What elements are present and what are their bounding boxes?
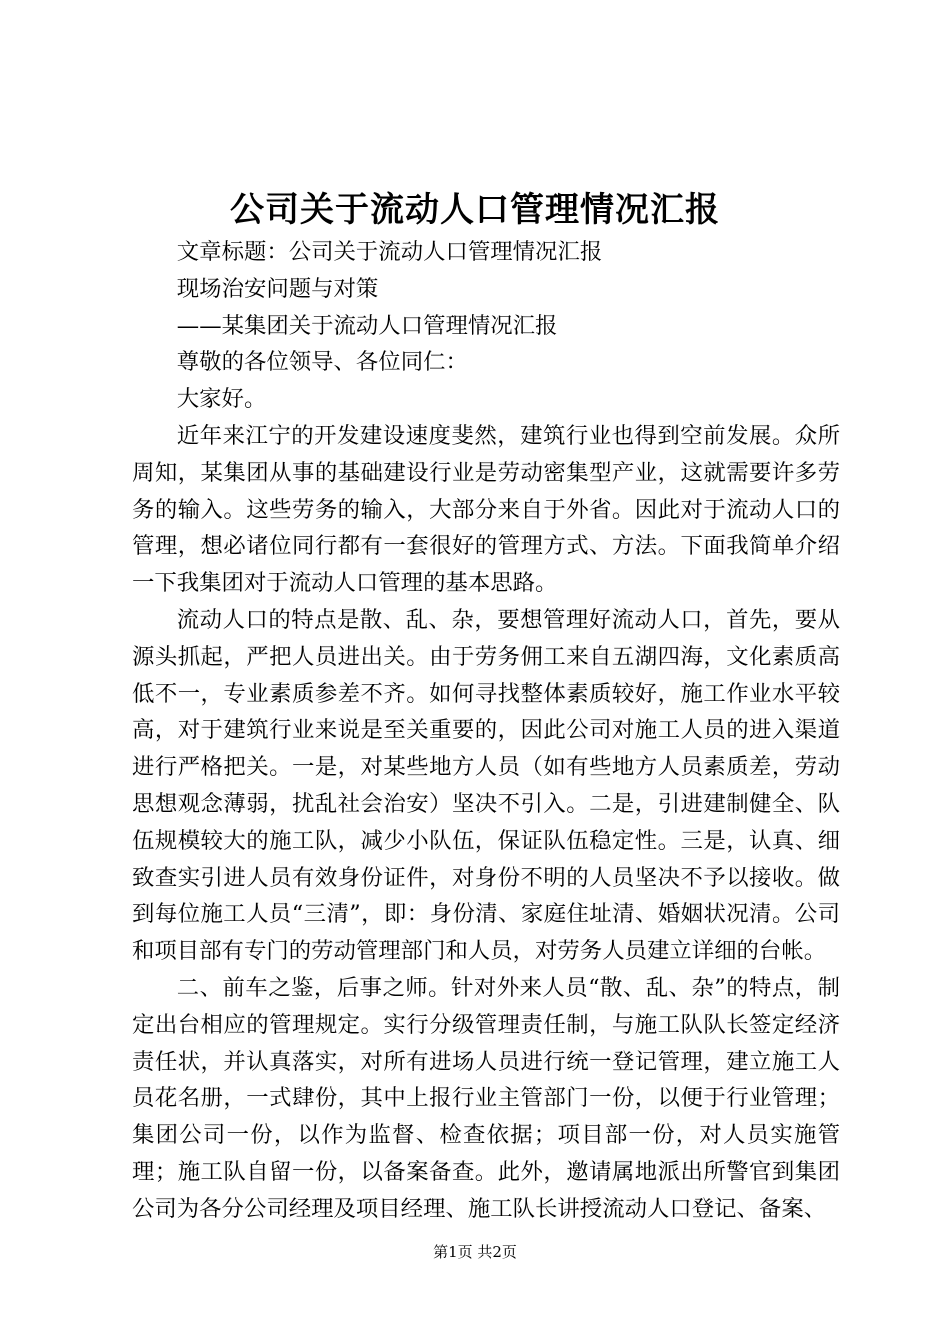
paragraph: ——某集团关于流动人口管理情况汇报 [176, 312, 558, 339]
paragraph: 大家好。 [176, 386, 267, 413]
paragraph: 文章标题：公司关于流动人口管理情况汇报 [176, 239, 603, 265]
paragraph: 二、前车之鉴，后事之师。针对外来人员“散、乱、杂”的特点，制定出台相应的管理规定。实行分级管理责任制，与施工队队长签定经济责任状，并认真落实，对所有进场人员进行统一登记管理，建立施工人员花名册，一式肆份，其中上报行业主管部门一份，以便于行业管理；集团公司一份，以作为监督、检查依据；项目部一份，对人员实施管理；施工队自留一份，以备案备查。此外，邀请属地派出所警官到集团公司为各分公司经理及项目经理、施工队长讲授流动人口登记、备案、 [132, 974, 840, 1222]
page-number-footer: 第1页 共2页 [433, 1243, 517, 1261]
document-body [132, 234, 840, 1228]
document-title: 公司关于流动人口管理情况汇报 [230, 190, 720, 230]
paragraph: 尊敬的各位领导、各位同仁： [176, 349, 468, 376]
paragraph: 近年来江宁的开发建设速度斐然，建筑行业也得到空前发展。众所周知，某集团从事的基础建设行业是劳动密集型产业，这就需要许多劳务的输入。这些劳务的输入，大部分来自于外省。因此对于流动人口的管理，想必诸位同行都有一套很好的管理方式、方法。下面我简单介绍一下我集团对于流动人口管理的基本思路。 [132, 422, 840, 597]
paragraph: 流动人口的特点是散、乱、杂，要想管理好流动人口，首先，要从源头抓起，严把人员进出关。由于劳务佣工来自五湖四海，文化素质高低不一，专业素质参差不齐。如何寻找整体素质较好，施工作业水平较高，对于建筑行业来说是至关重要的，因此公司对施工人员的进入渠道进行严格把关。一是，对某些地方人员（如有些地方人员素质差，劳动思想观念薄弱，扰乱社会治安）坚决不引入。二是，引进建制健全、队伍规模较大的施工队，减少小队伍，保证队伍稳定性。三是，认真、细致查实引进人员有效身份证件，对身份不明的人员坚决不予以接收。做到每位施工人员“三清”，即：身份清、家庭住址清、婚姻状况清。公司和项目部有专门的劳动管理部门和人员，对劳务人员建立详细的台帐。 [132, 606, 840, 965]
paragraph: 现场治安问题与对策 [176, 275, 379, 302]
